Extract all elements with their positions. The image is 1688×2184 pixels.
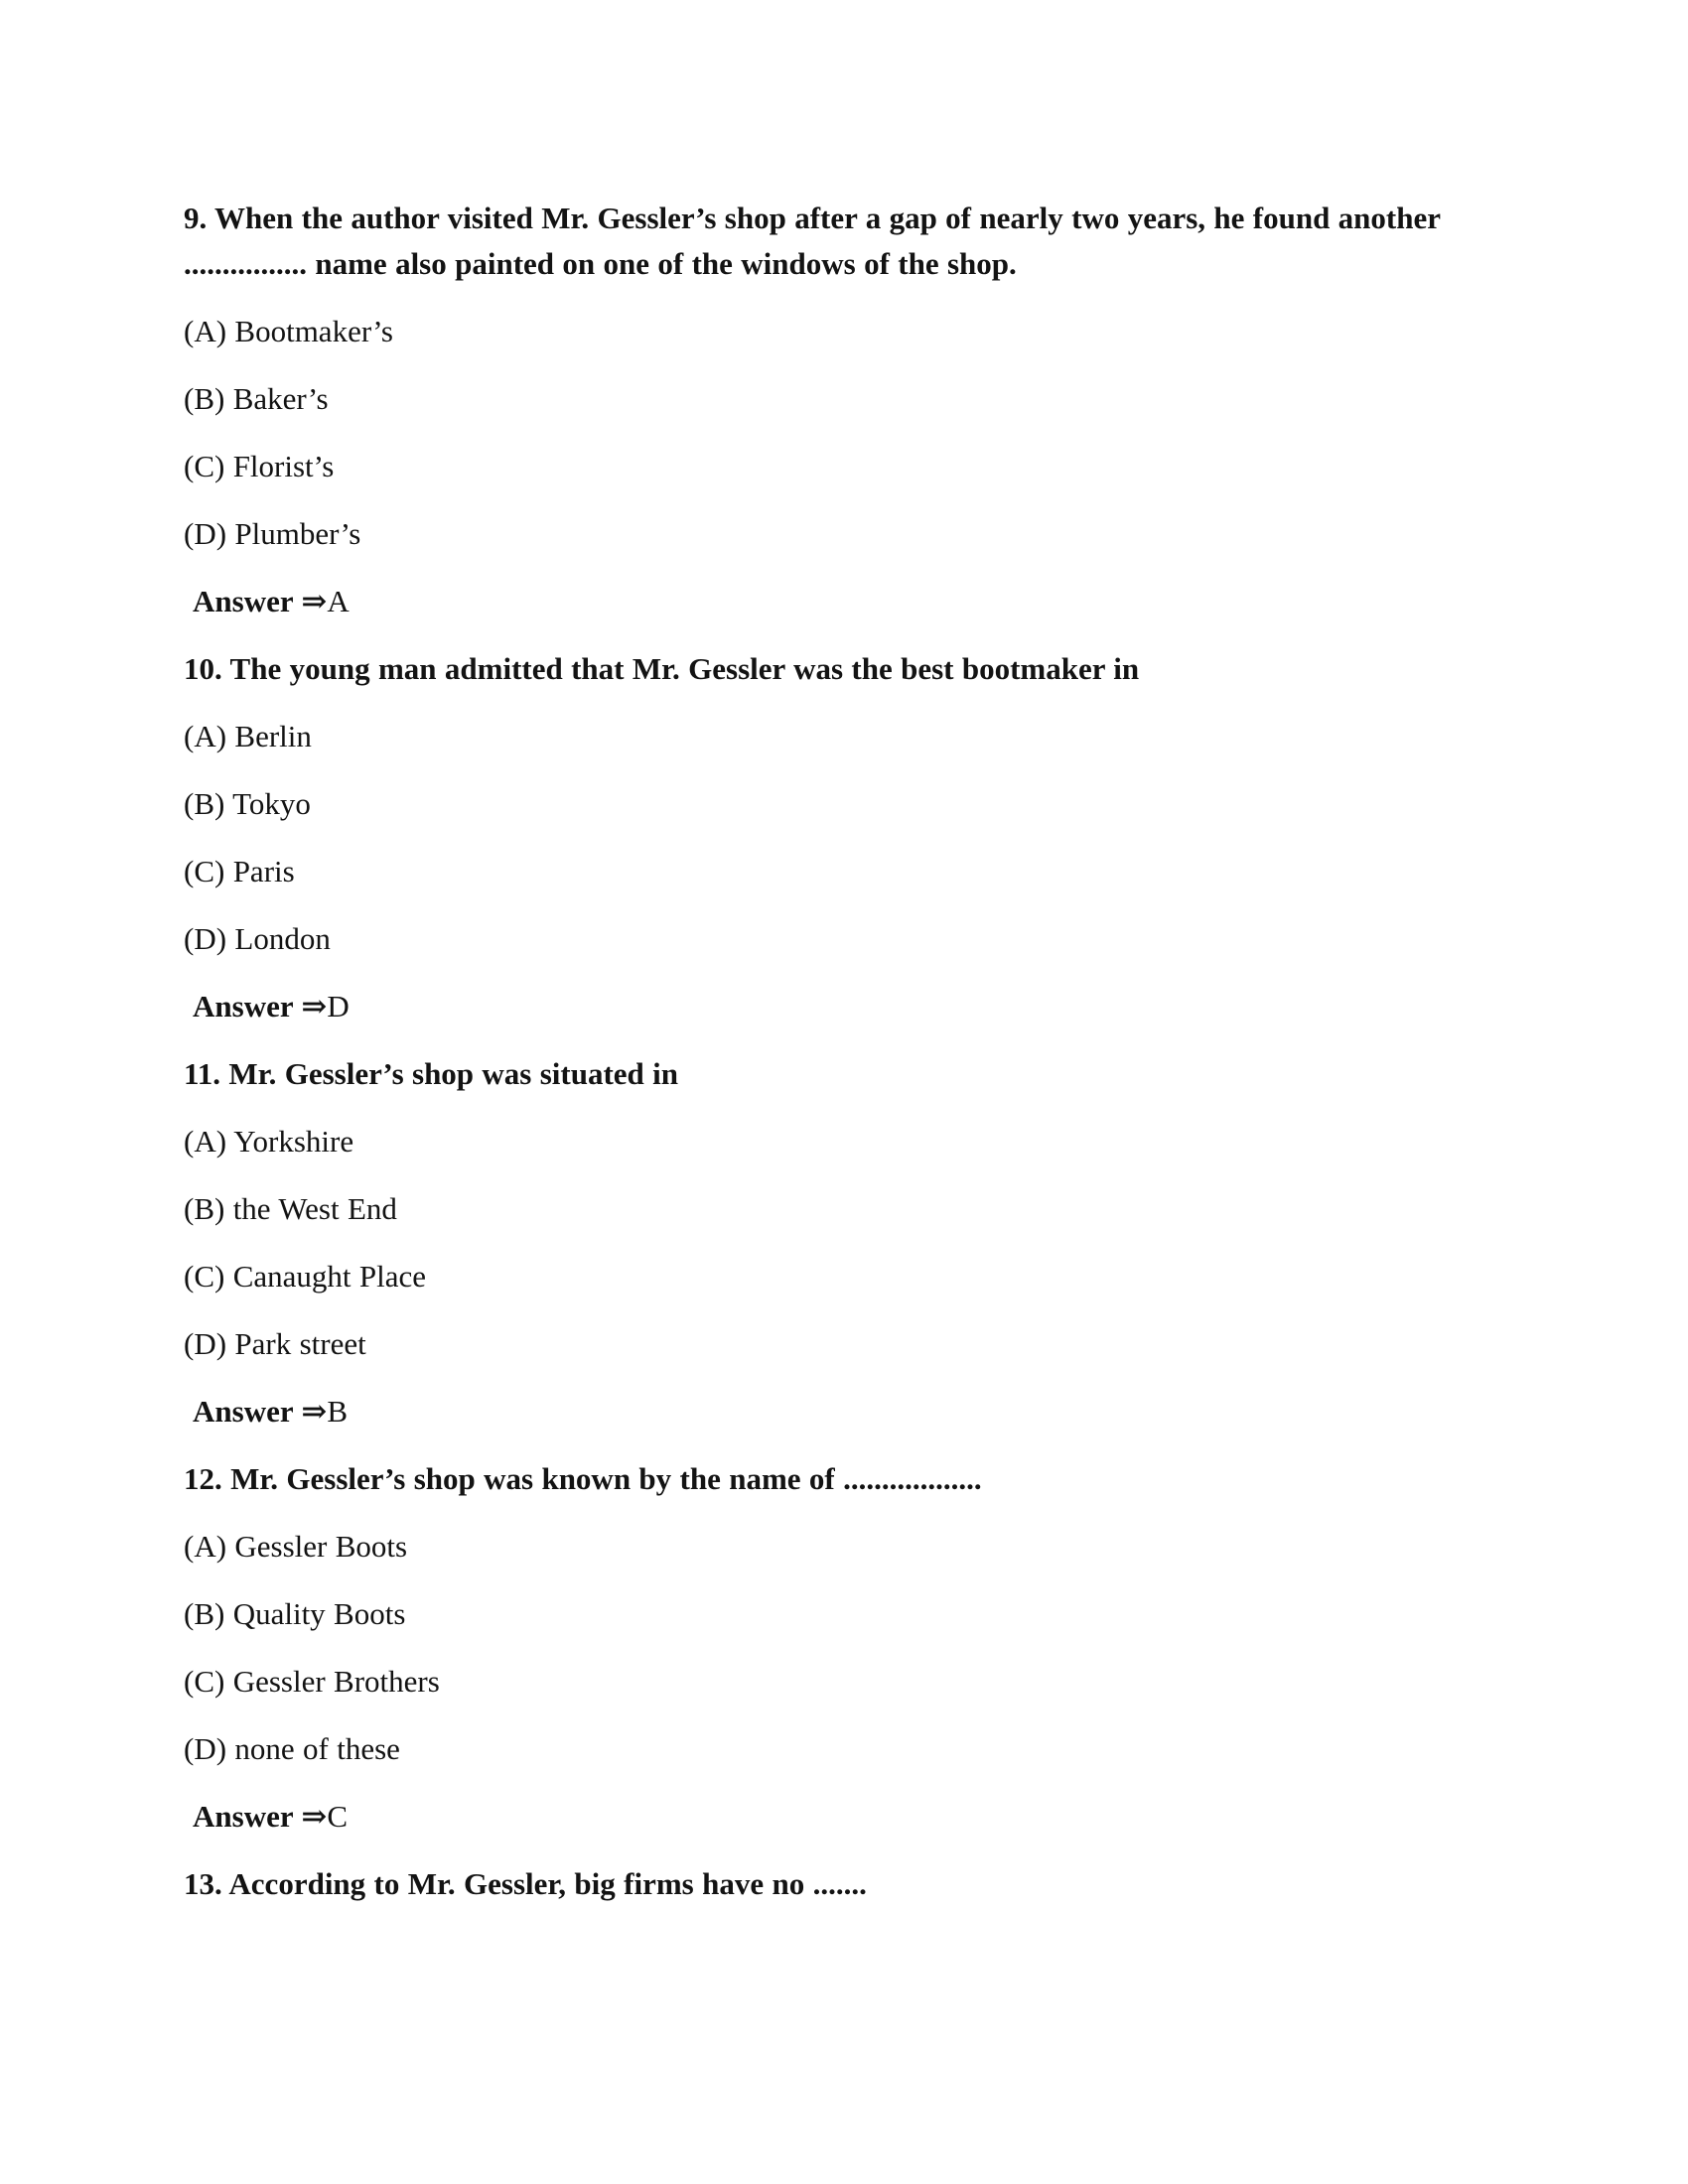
answer-letter: B xyxy=(327,1394,349,1429)
question-block-10 xyxy=(184,646,1460,1029)
answer-label: Answer ⇒ xyxy=(193,584,328,618)
questions-list xyxy=(184,196,1460,1929)
question-12-option-b: (B) Quality Boots xyxy=(184,1596,406,1631)
question-9-answer-line xyxy=(184,579,1460,624)
question-block-11 xyxy=(184,1051,1460,1434)
question-11-answer-line xyxy=(184,1389,1460,1434)
answer-letter: A xyxy=(327,584,350,618)
question-11-text: 11. Mr. Gessler’s shop was situated in xyxy=(184,1056,679,1091)
answer-label: Answer ⇒ xyxy=(193,989,328,1024)
question-12-text: 12. Mr. Gessler’s shop was known by the name of .................. xyxy=(184,1461,982,1496)
question-11-option-d: (D) Park street xyxy=(184,1326,366,1361)
question-9-option-c: (C) Florist’s xyxy=(184,449,335,483)
question-9-text: 9. When the author visited Mr. Gessler’s shop after a gap of nearly two years, he found another ................ name also painted on one of the windows of the shop. xyxy=(184,201,1441,281)
question-9-option-d: (D) Plumber’s xyxy=(184,516,361,551)
question-10-option-c: (C) Paris xyxy=(184,854,295,888)
question-9-option-a: (A) Bootmaker’s xyxy=(184,314,393,348)
question-11-option-a: (A) Yorkshire xyxy=(184,1124,354,1159)
question-12-option-a: (A) Gessler Boots xyxy=(184,1529,408,1564)
question-block-13 xyxy=(184,1861,1460,1907)
question-11-option-b: (B) the West End xyxy=(184,1191,397,1226)
answer-label: Answer ⇒ xyxy=(193,1394,328,1429)
question-block-12 xyxy=(184,1456,1460,1840)
question-10-option-a: (A) Berlin xyxy=(184,719,312,753)
question-block-9 xyxy=(184,196,1460,624)
question-10-answer-line xyxy=(184,984,1460,1029)
question-10-text: 10. The young man admitted that Mr. Gessler was the best bootmaker in xyxy=(184,651,1140,686)
question-12-answer-line xyxy=(184,1794,1460,1840)
question-12-option-c: (C) Gessler Brothers xyxy=(184,1664,440,1699)
answer-label: Answer ⇒ xyxy=(193,1799,328,1834)
answer-letter: C xyxy=(327,1799,349,1834)
question-10-option-b: (B) Tokyo xyxy=(184,786,311,821)
question-11-option-c: (C) Canaught Place xyxy=(184,1259,427,1294)
answer-letter: D xyxy=(327,989,350,1024)
question-10-option-d: (D) London xyxy=(184,921,331,956)
question-12-option-d: (D) none of these xyxy=(184,1731,400,1766)
question-9-option-b: (B) Baker’s xyxy=(184,381,329,416)
question-13-text: 13. According to Mr. Gessler, big firms have no ....... xyxy=(184,1866,867,1901)
